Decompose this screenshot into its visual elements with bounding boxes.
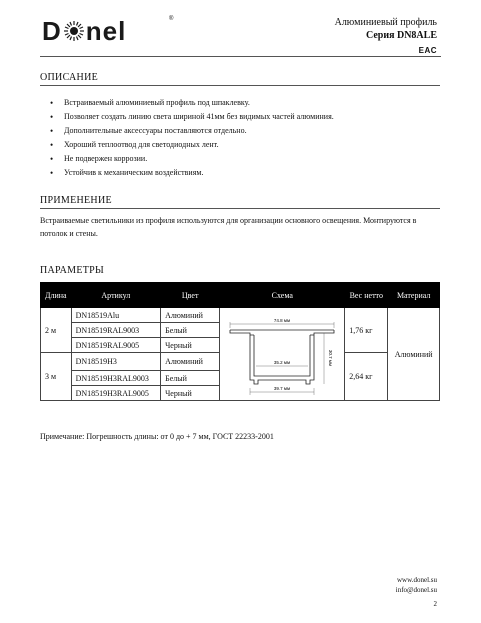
length-tolerance-note: Примечание: Погрешность длины: от 0 до + 7 мм, ГОСТ 22233-2001 xyxy=(40,432,274,441)
product-title: Алюминиевый профиль xyxy=(334,17,437,28)
list-item: • Не подвержен коррозии. xyxy=(50,152,334,166)
article-cell: DN18519H3 xyxy=(71,353,161,371)
list-item: • Устойчив к механическим воздействиям. xyxy=(50,166,334,180)
description-title: ОПИСАНИЕ xyxy=(40,72,99,83)
color-cell: Белый xyxy=(161,323,220,338)
scheme-top-width: 74.8 мм xyxy=(274,318,291,323)
length-cell: 3 м xyxy=(41,353,72,401)
weight-cell: 2,64 кг xyxy=(345,353,388,401)
list-item: • Хороший теплоотвод для светодиодных лент. xyxy=(50,138,334,152)
weight-cell: 1,76 кг xyxy=(345,308,388,353)
profile-scheme-drawing xyxy=(220,308,344,398)
application-title: ПРИМЕНЕНИЕ xyxy=(40,195,112,206)
material-cell: Алюминий xyxy=(388,308,440,401)
header-scheme: Схема xyxy=(220,283,345,308)
list-item: • Дополнительные аксессуары поставляются отдельно. xyxy=(50,124,334,138)
list-item: • Позволяет создать линию света шириной 41мм без видимых частей алюминия. xyxy=(50,110,334,124)
website-link[interactable]: www.donel.su xyxy=(397,576,437,584)
logo-text-left: D xyxy=(42,16,62,46)
header-info xyxy=(335,16,437,57)
header-color: Цвет xyxy=(161,283,220,308)
description-list xyxy=(50,96,334,180)
article-cell: DN18519H3RAL9005 xyxy=(71,386,161,401)
article-cell: DN18519H3RAL9003 xyxy=(71,371,161,386)
table-header-row xyxy=(41,283,440,308)
scheme-height: 30.7 мм xyxy=(328,349,334,367)
list-item: • Встраиваемый алюминиевый профиль под шпаклевку. xyxy=(50,96,334,110)
parameters-table xyxy=(40,282,440,401)
description-divider xyxy=(40,85,440,86)
color-cell: Черный xyxy=(161,386,220,401)
header-weight: Вес нетто xyxy=(345,283,388,308)
logo-trademark: ® xyxy=(169,16,174,22)
header-material: Материал xyxy=(388,283,440,308)
eac-mark: EAC xyxy=(418,46,437,55)
color-cell: Алюминий xyxy=(161,353,220,371)
length-cell: 2 м xyxy=(41,308,72,353)
parameters-title: ПАРАМЕТРЫ xyxy=(40,265,105,276)
logo-wordmark xyxy=(42,14,170,48)
table-row xyxy=(41,308,440,323)
header-divider xyxy=(40,56,441,57)
article-cell: DN18519RAL9005 xyxy=(71,338,161,353)
color-cell: Белый xyxy=(161,371,220,386)
footer-contacts xyxy=(396,575,437,595)
application-divider xyxy=(40,208,440,209)
article-cell: DN18519RAL9003 xyxy=(71,323,161,338)
color-cell: Алюминий xyxy=(161,308,220,323)
logo-text-right: nel xyxy=(85,16,127,46)
logo-sun-icon xyxy=(63,20,85,42)
email-link[interactable]: info@donel.su xyxy=(395,586,437,594)
color-cell: Черный xyxy=(161,338,220,353)
donel-logo xyxy=(42,14,174,48)
scheme-bottom-width: 39.7 мм xyxy=(274,386,291,391)
article-cell: DN18519Alu xyxy=(71,308,161,323)
scheme-inner-width: 35.2 мм xyxy=(274,360,291,365)
series-title: Серия DN8ALE xyxy=(365,30,437,41)
scheme-cell xyxy=(220,308,345,401)
application-text: Встраиваемые светильники из профиля используются для организации основного освещения. Монтируются в потолок и стены. xyxy=(40,216,417,238)
header-article: Артикул xyxy=(71,283,161,308)
header-length: Длина xyxy=(41,283,72,308)
page-number: 2 xyxy=(433,600,437,608)
